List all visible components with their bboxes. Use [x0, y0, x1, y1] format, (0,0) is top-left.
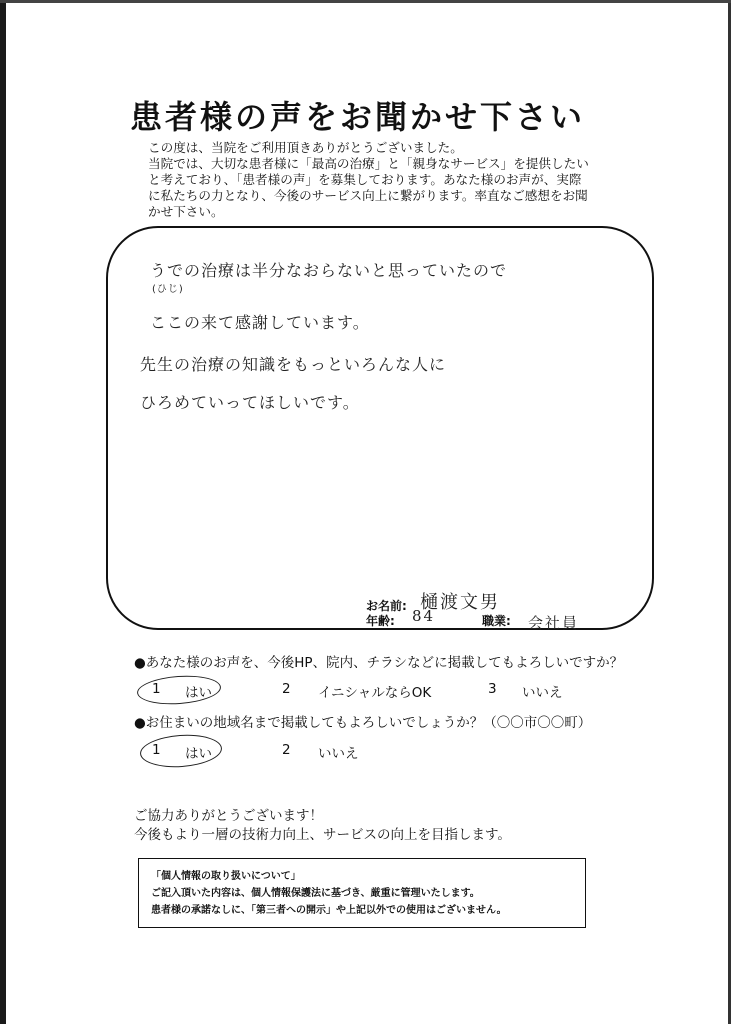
q1-option-2-label[interactable]: イニシャルならOK [318, 685, 432, 701]
q2-option-1-label[interactable]: はい [185, 746, 212, 762]
handwritten-note: (ひじ) [152, 284, 184, 295]
page-title: 患者様の声をお聞かせ下さい [130, 98, 586, 136]
intro-line: と考えており、「患者様の声」を募集しております。あなた様のお声が、実際 [148, 172, 582, 187]
age-value[interactable]: 84 [412, 607, 436, 625]
handwritten-line-3: 先生の治療の知識をもっといろんな人に [140, 355, 447, 374]
q1-option-3-num[interactable]: 3 [488, 681, 497, 697]
intro-line: 当院では、大切な患者様に「最高の治療」と「親身なサービス」を提供したい [148, 156, 589, 171]
privacy-notice [138, 858, 586, 928]
intro-line: に私たちの力となり、今後のサービス向上に繋がります。率直なご感想をお聞 [148, 188, 588, 203]
privacy-line-1: ご記入頂いた内容は、個人情報保護法に基づき、厳重に管理いたします。 [151, 888, 480, 899]
question-2: ●お住まいの地域名まで掲載してもよろしいでしょうか？（〇〇市〇〇町） [134, 715, 592, 731]
handwritten-line-1: うでの治療は半分なおらないと思っていたので [150, 261, 508, 280]
comment-box[interactable] [106, 226, 654, 630]
name-value[interactable]: 樋渡文男 [420, 592, 500, 613]
age-label: 年齢: [366, 614, 395, 628]
privacy-heading: 「個人情報の取り扱いについて」 [151, 871, 301, 882]
thanks-line-2: 今後もより一層の技術力向上、サービスの向上を目指します。 [134, 827, 511, 843]
privacy-line-2: 患者様の承諾なしに、「第三者への開示」や上記以外での使用はございません。 [151, 905, 507, 916]
q1-option-1-label[interactable]: はい [185, 685, 212, 701]
question-1: ●あなた様のお声を、今後HP、院内、チラシなどに掲載してもよろしいですか？ [134, 655, 624, 671]
intro-line: この度は、当院をご利用頂きありがとうございました。 [148, 140, 463, 155]
q1-option-3-label[interactable]: いいえ [522, 685, 563, 701]
q1-option-1-num[interactable]: 1 [152, 681, 161, 697]
scan-edge-top [0, 0, 731, 3]
q2-option-2-num[interactable]: 2 [282, 742, 291, 758]
intro-text [148, 140, 638, 220]
handwritten-line-4: ひろめていってほしいです。 [140, 393, 360, 412]
handwritten-line-2: ここの来て感謝しています。 [150, 313, 370, 332]
intro-line: かせ下さい。 [148, 204, 224, 219]
job-label: 職業: [482, 614, 511, 628]
name-label: お名前: [366, 599, 407, 613]
q2-option-2-label[interactable]: いいえ [318, 746, 359, 762]
q1-option-2-num[interactable]: 2 [282, 681, 291, 697]
job-value[interactable]: 会社員 [528, 614, 580, 632]
thanks-line-1: ご協力ありがとうございます！ [134, 808, 323, 824]
scan-edge-left [0, 0, 6, 1024]
q2-option-1-num[interactable]: 1 [152, 742, 161, 758]
